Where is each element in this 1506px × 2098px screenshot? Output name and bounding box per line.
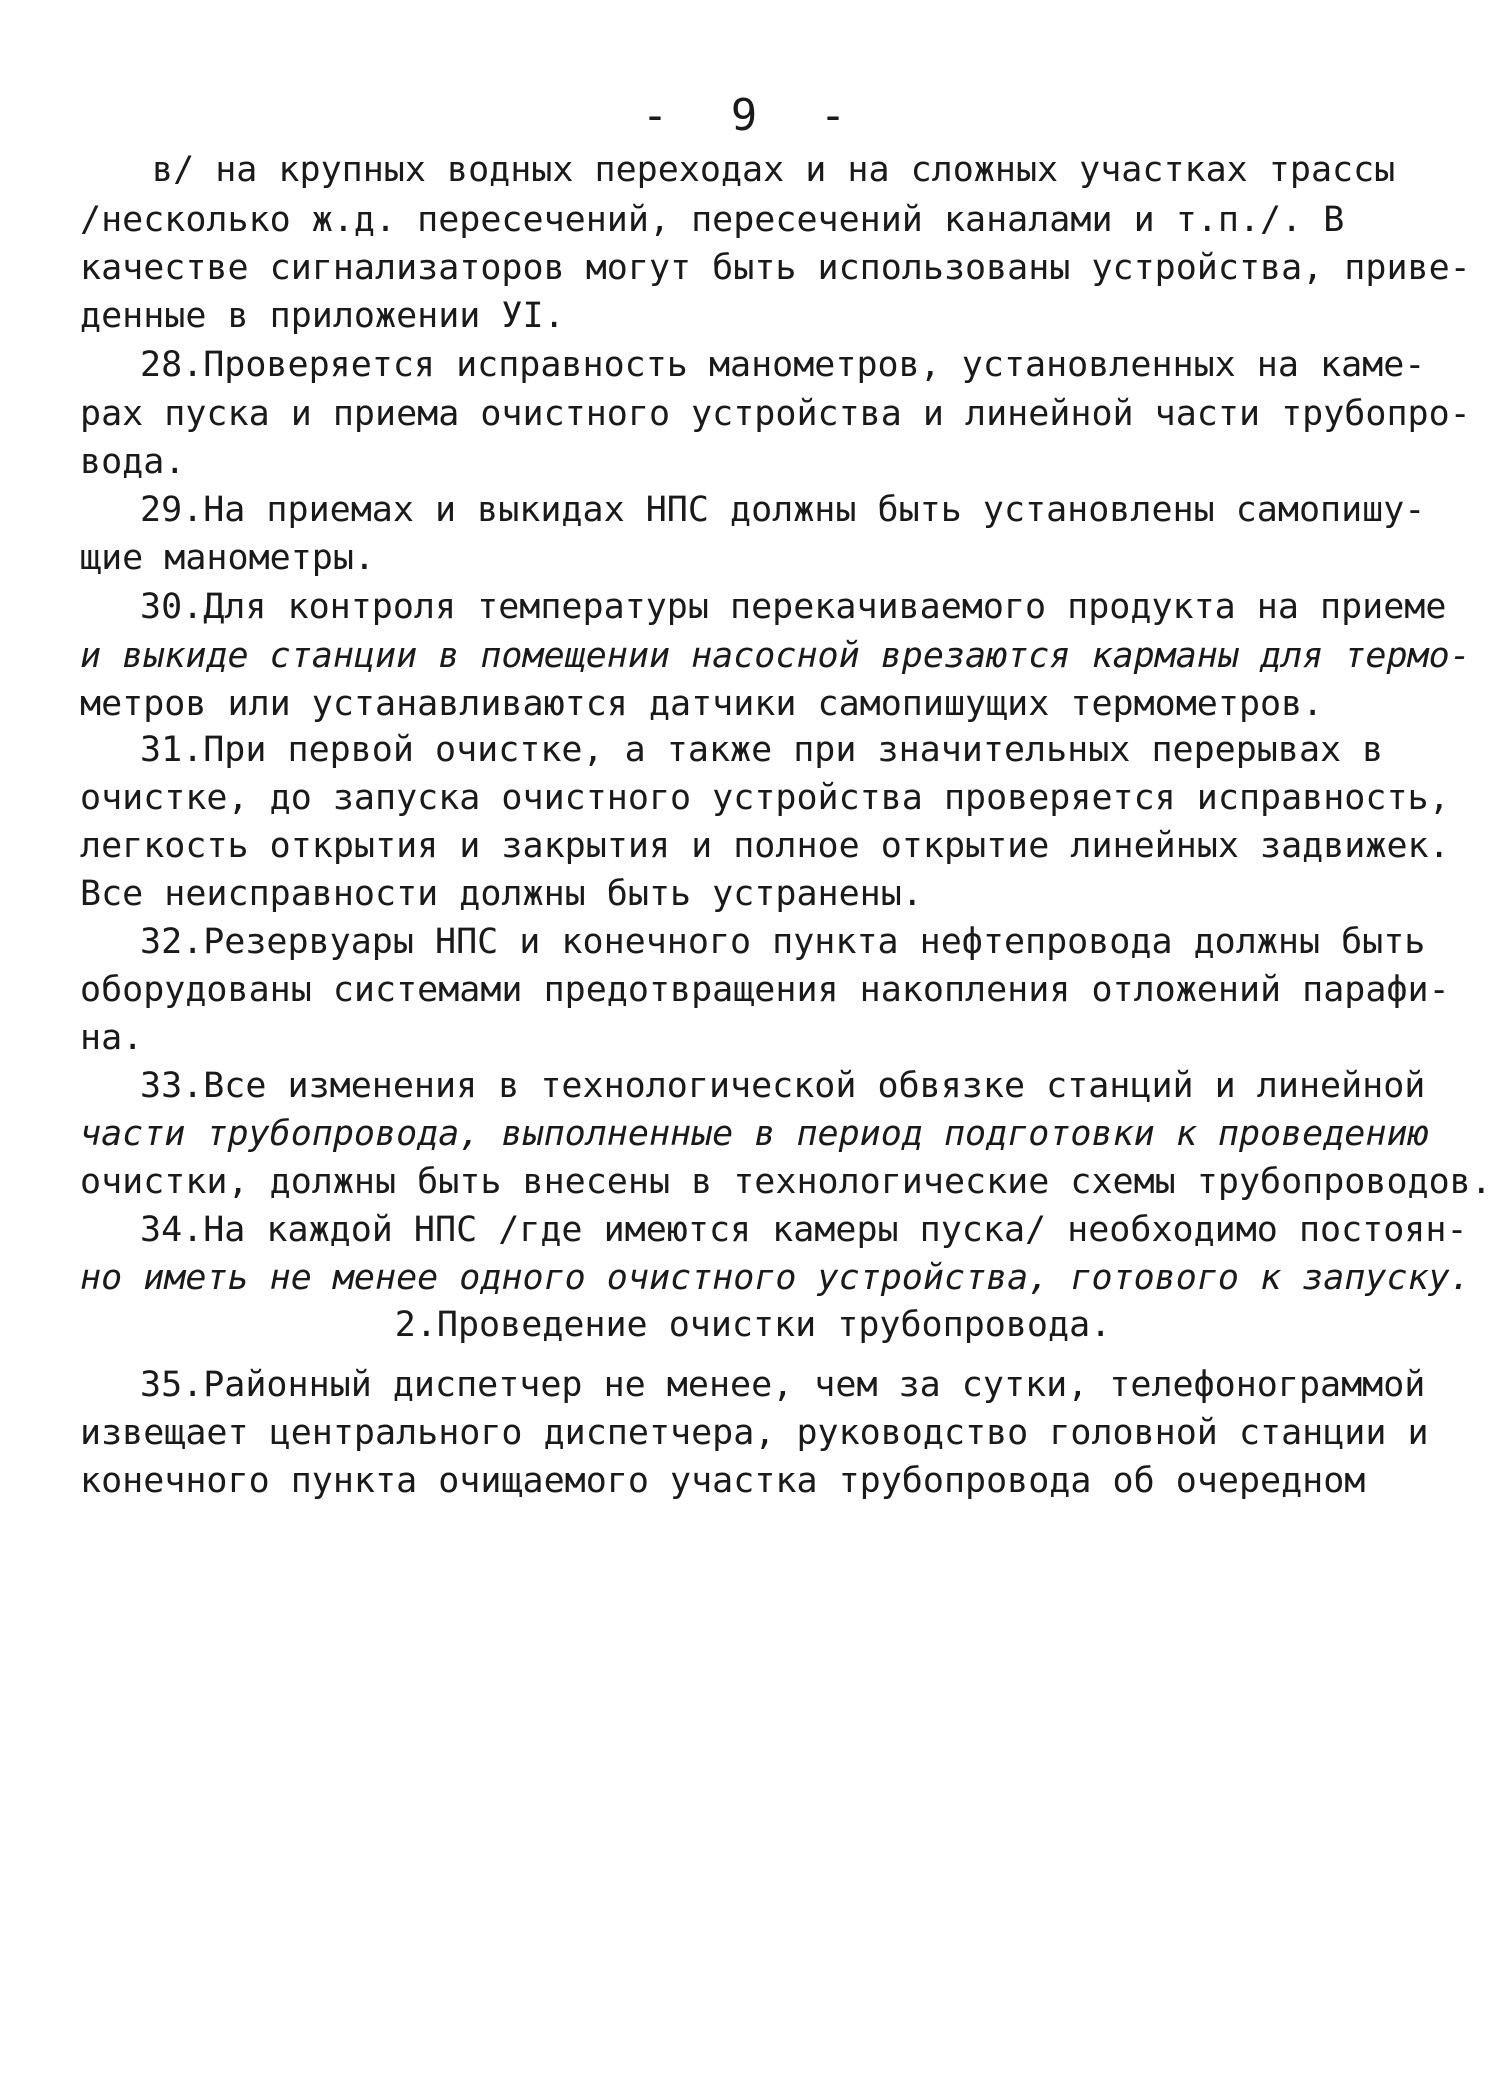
text-line: рах пуска и приема очистного устройства и линейной части трубопро- (80, 394, 1471, 434)
text-line: легкость открытия и закрытия и полное открытие линейных задвижек. (80, 826, 1450, 866)
text-line: конечного пункта очищаемого участка трубопровода об очередном (80, 1461, 1366, 1501)
text-line: щие манометры. (80, 538, 376, 578)
text-line: 29.На приемах и выкидах НПС должны быть установлены самопишу- (140, 490, 1426, 530)
text-line: /несколько ж.д. пересечений, пересечений каналами и т.п./. В (80, 200, 1345, 240)
text-line: 32.Резервуары НПС и конечного пункта нефтепровода должны быть (140, 922, 1426, 962)
text-line: очистке, до запуска очистного устройства проверяется исправность, (80, 778, 1450, 818)
text-line: на. (80, 1018, 144, 1058)
text-line: но иметь не менее одного очистного устройства, готового к запуску. (80, 1258, 1471, 1298)
text-line: 31.При первой очистке, а также при значительных перерывах в (140, 730, 1384, 770)
text-line: денные в приложении УI. (80, 296, 565, 336)
text-line: 33.Все изменения в технологической обвязке станций и линейной (140, 1066, 1426, 1106)
text-line: 30.Для контроля температуры перекачиваемого продукта на приеме (140, 587, 1447, 627)
text-line: Все неисправности должны быть устранены. (80, 874, 923, 914)
text-line: извещает центрального диспетчера, руководство головной станции и (80, 1413, 1429, 1453)
text-line: очистки, должны быть внесены в технологические схемы трубопроводов. (80, 1162, 1492, 1202)
text-line: метров или устанавливаются датчики самопишущих термометров. (80, 684, 1324, 724)
text-line: оборудованы системами предотвращения накопления отложений парафи- (80, 970, 1450, 1010)
text-line: части трубопровода, выполненные в период подготовки к проведению (80, 1114, 1429, 1154)
text-line: качестве сигнализаторов могут быть использованы устройства, приве- (80, 248, 1471, 288)
text-line: 34.На каждой НПС /где имеются камеры пуска/ необходимо постоян- (140, 1210, 1468, 1250)
text-line: 28.Проверяется исправность манометров, установленных на каме- (140, 345, 1426, 385)
text-line: 35.Районный диспетчер не менее, чем за сутки, телефонограммой (140, 1365, 1426, 1405)
page-number: - 9 - (641, 90, 865, 141)
text-line: в/ на крупных водных переходах и на сложных участках трассы (152, 150, 1396, 190)
section-heading: 2.Проведение очистки трубопровода. (394, 1305, 1112, 1345)
text-line: вода. (80, 442, 186, 482)
text-line: и выкиде станции в помещении насосной врезаются карманы для термо- (80, 636, 1471, 676)
